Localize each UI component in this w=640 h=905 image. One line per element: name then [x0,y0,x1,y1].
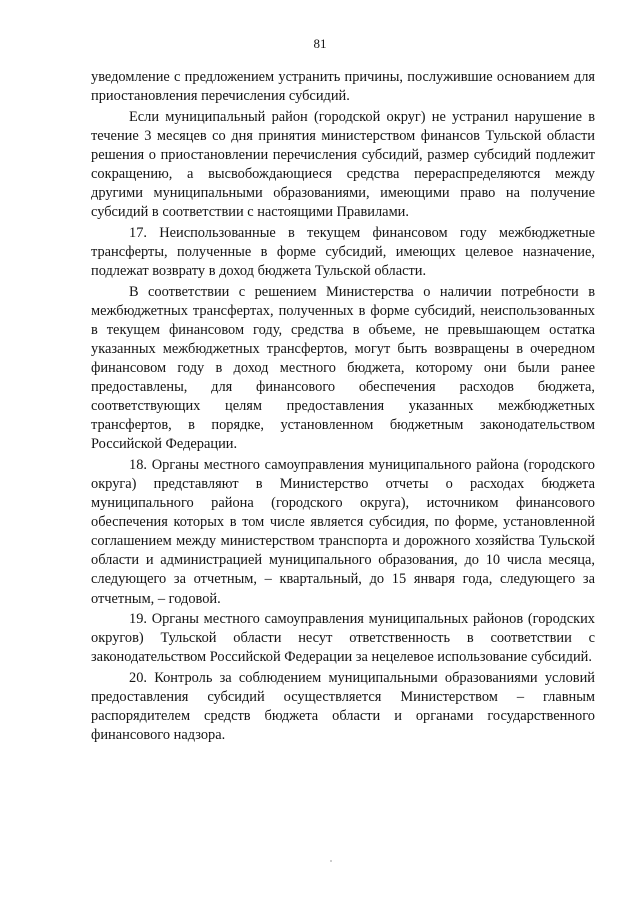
scan-speck [330,860,332,862]
paragraph-continuation: уведомление с предложением устранить причины, послужившие основанием для приостановления перечисления субсидий. [91,69,595,105]
paragraph-item-19: 19. Органы местного самоуправления муниципальных районов (городских округов) Тульской области несут ответственность в соответствии с законодательством Российской Федерации за нецелевое использование субсидий. [91,611,595,666]
document-body [91,68,595,747]
paragraph-item-20: 20. Контроль за соблюдением муниципальными образованиями условий предоставления субсидий осуществляется Министерством – главным распорядителем средств бюджета области и органами государственного финансового надзора. [91,669,595,744]
paragraph-failure-to-remedy: Если муниципальный район (городской округ) не устранил нарушение в течение 3 месяцев со дня принятия министерством финансов Тульской области решения о приостановлении перечисления субсидий, размер субсидий подлежит сокращению, а высвобождающиеся средства перераспределяются между другими муниципальными образованиями, имеющими право на получение субсидий в соответствии с настоящими Правилами. [91,108,595,221]
paragraph-item-17: 17. Неиспользованные в текущем финансовом году межбюджетные трансферты, полученные в форме субсидий, имеющих целевое назначение, подлежат возврату в доход бюджета Тульской области. [91,224,595,279]
page-number: 81 [313,36,327,51]
paragraph-item-18: 18. Органы местного самоуправления муниципального района (городского округа) представляют в Министерство отчеты о расходах бюджета муниципального района (городского округа), источником финансового обеспечения которых в том числе является субсидия, по форме, установленной соглашением между министерством транспорта и дорожного хозяйства Тульской области и администрацией муниципального образования, до 10 числа месяца, следующего за отчетным, – квартальный, до 15 января года, следующего за отчетным, – годовой. [91,456,595,607]
paragraph-return-of-funds: В соответствии с решением Министерства о наличии потребности в межбюджетных трансфертах, полученных в форме субсидий, неиспользованных в текущем финансовом году, средства в объеме, не превышающем остатка указанных межбюджетных трансфертов, могут быть возвращены в очередном финансовом году в доход местного бюджета, которому они были ранее предоставлены, для финансового обеспечения расходов бюджета, соответствующих целям предоставления указанных межбюджетных трансфертов, в порядке, установленном бюджетным законодательством Российской Федерации. [91,283,595,453]
